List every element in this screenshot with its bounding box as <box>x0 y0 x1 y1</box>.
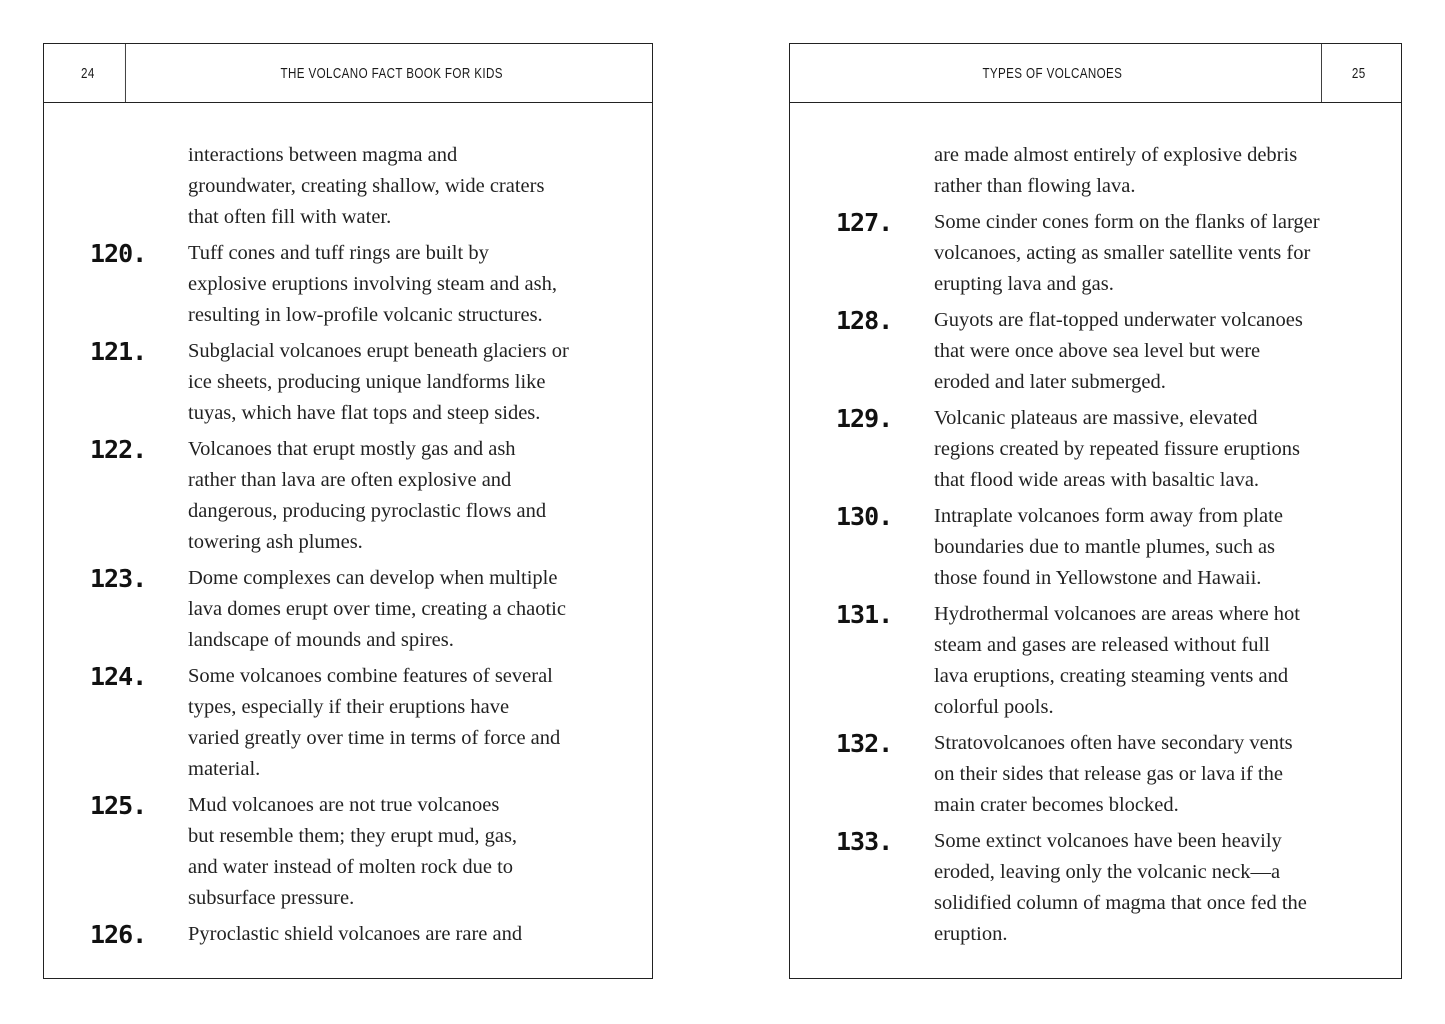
text-line: Dome complexes can develop when multiple <box>188 567 558 589</box>
text-line: interactions between magma and <box>188 144 458 166</box>
text-line: eroded and later submerged. <box>934 371 1166 393</box>
fact-item <box>790 305 1401 398</box>
fact-text <box>188 919 618 950</box>
text-line: groundwater, creating shallow, wide craters <box>188 175 545 197</box>
text-line: eruption. <box>934 923 1008 945</box>
text-line: lava domes erupt over time, creating a chaotic <box>188 598 566 620</box>
fact-item <box>790 826 1401 950</box>
right-page-body <box>790 140 1401 955</box>
fact-number: 130. <box>836 502 893 531</box>
text-line: rather than lava are often explosive and <box>188 469 512 491</box>
running-title-cell <box>827 44 1279 102</box>
fact-number: 121. <box>90 337 147 366</box>
text-line: types, especially if their eruptions have <box>188 696 510 718</box>
fact-text <box>934 207 1364 300</box>
fact-number: 125. <box>90 791 147 820</box>
page-number: 25 <box>1351 64 1366 82</box>
left-page <box>43 43 653 979</box>
text-line: boundaries due to mantle plumes, such as <box>934 536 1276 558</box>
fact-text <box>188 434 618 558</box>
text-line: landscape of mounds and spires. <box>188 629 454 651</box>
text-line: Volcanoes that erupt mostly gas and ash <box>188 438 516 460</box>
text-line: resulting in low-profile volcanic structures. <box>188 304 543 326</box>
text-line: tuyas, which have flat tops and steep sides. <box>188 402 541 424</box>
fact-number: 120. <box>90 239 147 268</box>
running-title-cell <box>168 44 615 102</box>
text-line: Some cinder cones form on the flanks of larger <box>934 211 1320 233</box>
text-line: and water instead of molten rock due to <box>188 856 514 878</box>
text-line: dangerous, producing pyroclastic flows and <box>188 500 547 522</box>
text-line: ice sheets, producing unique landforms like <box>188 371 546 393</box>
text-line: towering ash plumes. <box>188 531 363 553</box>
text-line: erupting lava and gas. <box>934 273 1114 295</box>
fact-text <box>934 305 1364 398</box>
text-line: that were once above sea level but were <box>934 340 1261 362</box>
fact-text <box>934 728 1364 821</box>
text-line: solidified column of magma that once fed the <box>934 892 1307 914</box>
fact-item <box>790 728 1401 821</box>
text-line: Intraplate volcanoes form away from plate <box>934 505 1283 527</box>
text-line: eroded, leaving only the volcanic neck—a <box>934 861 1281 883</box>
text-line: that often fill with water. <box>188 206 392 228</box>
fact-number: 123. <box>90 564 147 593</box>
fact-item <box>790 599 1401 723</box>
text-line: Hydrothermal volcanoes are areas where hot <box>934 603 1300 625</box>
continuation-text <box>790 140 1401 202</box>
fact-text <box>934 403 1364 496</box>
text-line: steam and gases are released without full <box>934 634 1270 656</box>
text-line: main crater becomes blocked. <box>934 794 1179 816</box>
text-line: Some extinct volcanoes have been heavily <box>934 830 1282 852</box>
fact-item <box>44 661 652 785</box>
fact-item <box>44 238 652 331</box>
fact-item <box>44 434 652 558</box>
text-line: varied greatly over time in terms of force and <box>188 727 561 749</box>
page-number-cell <box>1321 44 1395 102</box>
left-page-header <box>44 44 652 103</box>
fact-item <box>790 501 1401 594</box>
fact-number: 133. <box>836 827 893 856</box>
text-line: lava eruptions, creating steaming vents and <box>934 665 1289 687</box>
fact-item <box>790 403 1401 496</box>
text-line: regions created by repeated fissure eruptions <box>934 438 1301 460</box>
fact-number: 128. <box>836 306 893 335</box>
text-line: Tuff cones and tuff rings are built by <box>188 242 489 264</box>
page-number-cell <box>50 44 126 102</box>
text-line: Pyroclastic shield volcanoes are rare and <box>188 923 523 945</box>
fact-text <box>188 661 618 785</box>
text-line: Guyots are flat-topped underwater volcanoes <box>934 309 1303 331</box>
text-line: colorful pools. <box>934 696 1054 718</box>
fact-item <box>44 919 652 950</box>
fact-text <box>934 826 1364 950</box>
text-line: those found in Yellowstone and Hawaii. <box>934 567 1262 589</box>
fact-number: 124. <box>90 662 147 691</box>
fact-text <box>188 238 618 331</box>
fact-number: 126. <box>90 920 147 949</box>
fact-item <box>44 790 652 914</box>
text-line: explosive eruptions involving steam and ash, <box>188 273 557 295</box>
running-title: TYPES OF VOLCANOES <box>982 64 1123 82</box>
running-title: THE VOLCANO FACT BOOK FOR KIDS <box>280 64 504 82</box>
text-line: Some volcanoes combine features of several <box>188 665 553 687</box>
right-page <box>789 43 1402 979</box>
text-line: volcanoes, acting as smaller satellite vents for <box>934 242 1311 264</box>
fact-number: 131. <box>836 600 893 629</box>
continuation-text <box>44 140 652 233</box>
text-line: but resemble them; they erupt mud, gas, <box>188 825 518 847</box>
text-line: rather than flowing lava. <box>934 175 1136 197</box>
text-line: on their sides that release gas or lava if the <box>934 763 1283 785</box>
text-line: are made almost entirely of explosive debris <box>934 144 1298 166</box>
fact-item <box>44 336 652 429</box>
fact-number: 129. <box>836 404 893 433</box>
text-line: Subglacial volcanoes erupt beneath glaciers or <box>188 340 569 362</box>
fact-text <box>934 599 1364 723</box>
page-number: 24 <box>80 64 95 82</box>
fact-text <box>934 501 1364 594</box>
text-line: material. <box>188 758 261 780</box>
text-line: that flood wide areas with basaltic lava. <box>934 469 1260 491</box>
fact-text <box>188 336 618 429</box>
text-line: Mud volcanoes are not true volcanoes <box>188 794 500 816</box>
fact-number: 127. <box>836 208 893 237</box>
fact-text <box>188 140 618 233</box>
fact-text <box>188 563 618 656</box>
text-line: Stratovolcanoes often have secondary vents <box>934 732 1293 754</box>
right-page-header <box>790 44 1401 103</box>
text-line: subsurface pressure. <box>188 887 355 909</box>
fact-item <box>790 207 1401 300</box>
text-line: Volcanic plateaus are massive, elevated <box>934 407 1258 429</box>
fact-text <box>934 140 1364 202</box>
fact-number: 132. <box>836 729 893 758</box>
fact-text <box>188 790 618 914</box>
left-page-body <box>44 140 652 955</box>
fact-item <box>44 563 652 656</box>
fact-number: 122. <box>90 435 147 464</box>
